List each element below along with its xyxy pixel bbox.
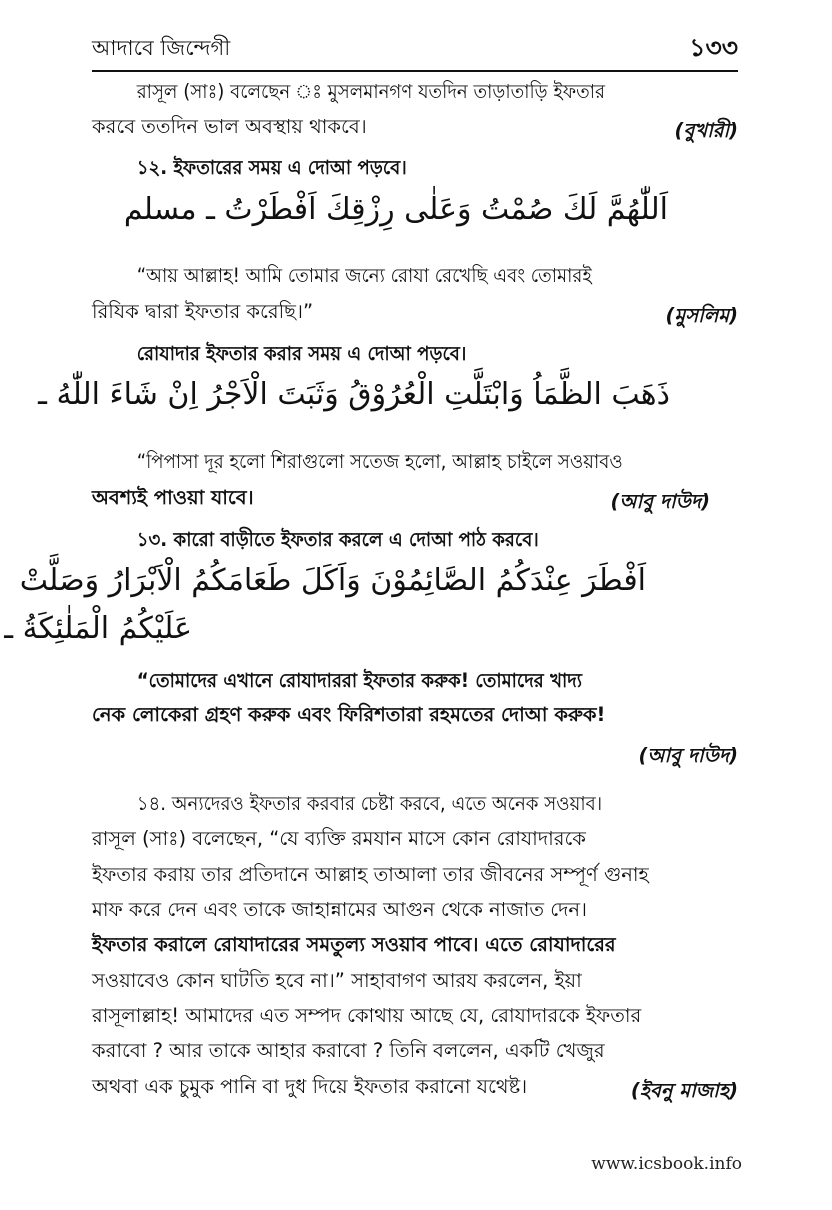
paragraph-line: রাসূলাল্লাহ! আমাদের এত সম্পদ কোথায় আছে যে, রোযাদারকে ইফতার	[92, 1004, 642, 1027]
paragraph-line: মাফ করে দেন এবং তাকে জাহান্নামের আগুন থেকে নাজাত দেন।	[92, 898, 588, 921]
running-title: আদাবে জিন্দেগী	[92, 36, 231, 60]
arabic-prayer: ذَهَبَ الظَّمَاُ وَابْتَلَّتِ الْعُرُوْقُ وَثَبَتَ الْاَجْرُ اِنْ شَاءَ اللّٰهُ ـ	[38, 377, 670, 412]
citation: (বুখারী)	[674, 119, 738, 142]
citation: (আবু দাউদ)	[610, 490, 710, 513]
translation-line: অবশ্যই পাওয়া যাবে।	[92, 486, 254, 509]
paragraph-line: ১৪. অন্যদেরও ইফতার করবার চেষ্টা করবে, এতে অনেক সওয়াব।	[136, 792, 603, 815]
paragraph-line: করবে ততদিন ভাল অবস্থায় থাকবে।	[92, 115, 367, 138]
section-heading: ১৩. কারো বাড়ীতে ইফতার করলে এ দোআ পাঠ করবে।	[136, 528, 539, 551]
paragraph-line: ইফতার করায় তার প্রতিদানে আল্লাহ তাআলা তার জীবনের সম্পূর্ণ গুনাহ	[92, 863, 649, 886]
paragraph-line: রাসূল (সাঃ) বলেছেন, “যে ব্যক্তি রমযান মাসে কোন রোযাদারকে	[92, 827, 586, 850]
translation-line: রিযিক দ্বারা ইফতার করেছি।”	[92, 300, 314, 323]
arabic-prayer: اَللّٰهُمَّ لَكَ صُمْتُ وَعَلٰى رِزْقِكَ اَفْطَرْتُ ـ مسلم	[123, 192, 668, 227]
section-heading: রোযাদার ইফতার করার সময় এ দোআ পড়বে।	[136, 342, 467, 365]
page-content	[4, 0, 738, 1210]
section-heading: ১২. ইফতারের সময় এ দোআ পড়বে।	[136, 156, 407, 179]
citation: (ইবনু মাজাহ)	[630, 1079, 738, 1102]
paragraph-line: ইফতার করালে রোযাদারের সমতুল্য সওয়াব পাবে। এতে রোযাদারের	[92, 933, 616, 956]
page-number: ১৩৩	[689, 33, 738, 62]
translation-line: “তোমাদের এখানে রোযাদাররা ইফতার করুক! তোমাদের খাদ্য	[136, 669, 583, 692]
arabic-prayer: اَفْطَرَ عِنْدَكُمُ الصَّائِمُوْنَ وَاَكَلَ طَعَامَكُمُ الْاَبْرَارُ وَصَلَّتْ	[19, 563, 646, 598]
footer-url: www.icsbook.info	[591, 1154, 742, 1174]
translation-line: “পিপাসা দূর হলো শিরাগুলো সতেজ হলো, আল্লাহ চাইলে সওয়াবও	[136, 450, 623, 473]
translation-line: “আয় আল্লাহ! আমি তোমার জন্যে রোযা রেখেছি এবং তোমারই	[136, 264, 592, 287]
paragraph-line: রাসূল (সাঃ) বলেছেন ঃ মুসলমানগণ যতদিন তাড়াতাড়ি ইফতার	[136, 80, 605, 103]
paragraph-line: অথবা এক চুমুক পানি বা দুধ দিয়ে ইফতার করানো যথেষ্ট।	[92, 1075, 528, 1098]
translation-line: নেক লোকেরা গ্রহণ করুক এবং ফিরিশতারা রহমতের দোআ করুক!	[92, 703, 606, 726]
paragraph-line: সওয়াবেও কোন ঘাটতি হবে না।” সাহাবাগণ আরয করলেন, ইয়া	[92, 969, 582, 992]
citation: (মুসলিম)	[665, 304, 738, 327]
paragraph-line: করাবো ? আর তাকে আহার করাবো ? তিনি বললেন, একটি খেজুর	[92, 1039, 605, 1062]
citation: (আবু দাউদ)	[638, 744, 738, 767]
arabic-prayer: عَلَيْكُمُ الْمَلٰئِكَةُ ـ	[4, 611, 192, 646]
